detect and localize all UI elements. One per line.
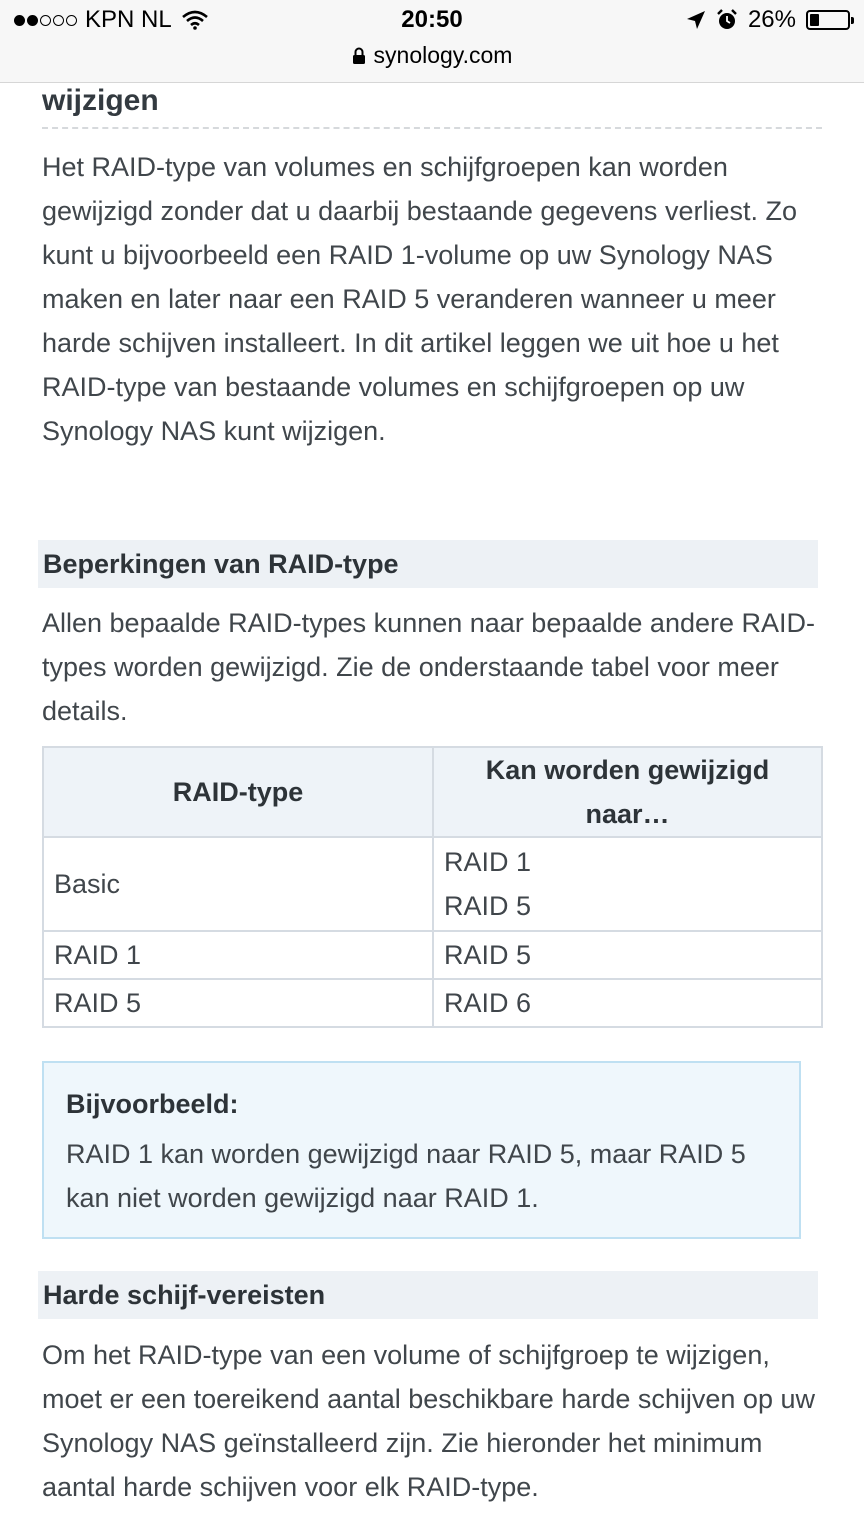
- clock: 20:50: [401, 6, 463, 33]
- table-cell-type: Basic: [43, 837, 433, 931]
- location-arrow-icon: [686, 10, 706, 30]
- title-divider: [42, 127, 822, 129]
- intro-text: Het RAID-type van volumes en schijfgroepen kan worden gewijzigd zonder dat u daarbij bestaande gegevens verliest. Zo kunt u bijvoorbeeld een RAID 1-volume op uw Synology NAS maken en later naar een RAID 5 veranderen wanneer u meer harde schijven installeert. In dit artikel leggen we uit hoe u het RAID-type van bestaande volumes en schijfgroepen op uw Synology NAS kunt wijzigen.: [42, 152, 797, 446]
- table-row: [43, 837, 822, 931]
- battery-percent: 26%: [747, 6, 796, 33]
- column-header-can-change-to: Kan worden gewijzigd naar…: [433, 747, 822, 837]
- alarm-clock-icon: [716, 9, 738, 31]
- section-title: Harde schijf-vereisten: [43, 1280, 326, 1310]
- section-header-raid-limits: [38, 540, 818, 588]
- column-header-raid-type: RAID-type: [43, 747, 433, 837]
- lock-icon: [352, 47, 366, 65]
- battery-icon: [806, 10, 850, 30]
- table-cell-type: RAID 1: [43, 931, 433, 979]
- address-bar[interactable]: [0, 42, 864, 69]
- example-note-box: [42, 1061, 801, 1239]
- table-header-row: [43, 747, 822, 837]
- target-item: RAID 5: [444, 891, 532, 921]
- target-item: RAID 1: [444, 847, 532, 877]
- status-right: [686, 6, 850, 34]
- url-text[interactable]: synology.com: [373, 42, 513, 68]
- table-cell-type: RAID 5: [43, 979, 433, 1027]
- note-title: Bijvoorbeeld:: [66, 1089, 239, 1119]
- intro-paragraph: [42, 145, 822, 453]
- note-text: RAID 1 kan worden gewijzigd naar RAID 5, maar RAID 5 kan niet worden gewijzigd naar RAID 1.: [66, 1139, 746, 1213]
- table-cell-targets: RAID 5: [433, 931, 822, 979]
- status-bar: [0, 0, 864, 83]
- table-row: [43, 931, 822, 979]
- carrier-label: KPN NL: [85, 6, 172, 33]
- raid-limits-text: Allen bepaalde RAID-types kunnen naar bepaalde andere RAID-types worden gewijzigd. Zie de onderstaande tabel voor meer details.: [42, 608, 815, 726]
- raid-conversion-table: [42, 746, 823, 1028]
- table-cell-targets: [433, 837, 822, 931]
- table-row: [43, 979, 822, 1027]
- disk-requirements-text: Om het RAID-type van een volume of schijfgroep te wijzigen, moet er een toereikend aantal beschikbare harde schijven op uw Synology NAS geïnstalleerd zijn. Zie hieronder het minimum aantal harde schijven voor elk RAID-type.: [42, 1340, 815, 1502]
- page-title: wijzigen: [42, 84, 159, 117]
- section-title: Beperkingen van RAID-type: [43, 549, 399, 579]
- section-header-disk-requirements: [38, 1271, 818, 1319]
- table-cell-targets: RAID 6: [433, 979, 822, 1027]
- disk-requirements-paragraph: [42, 1333, 822, 1509]
- raid-limits-paragraph: [42, 601, 822, 733]
